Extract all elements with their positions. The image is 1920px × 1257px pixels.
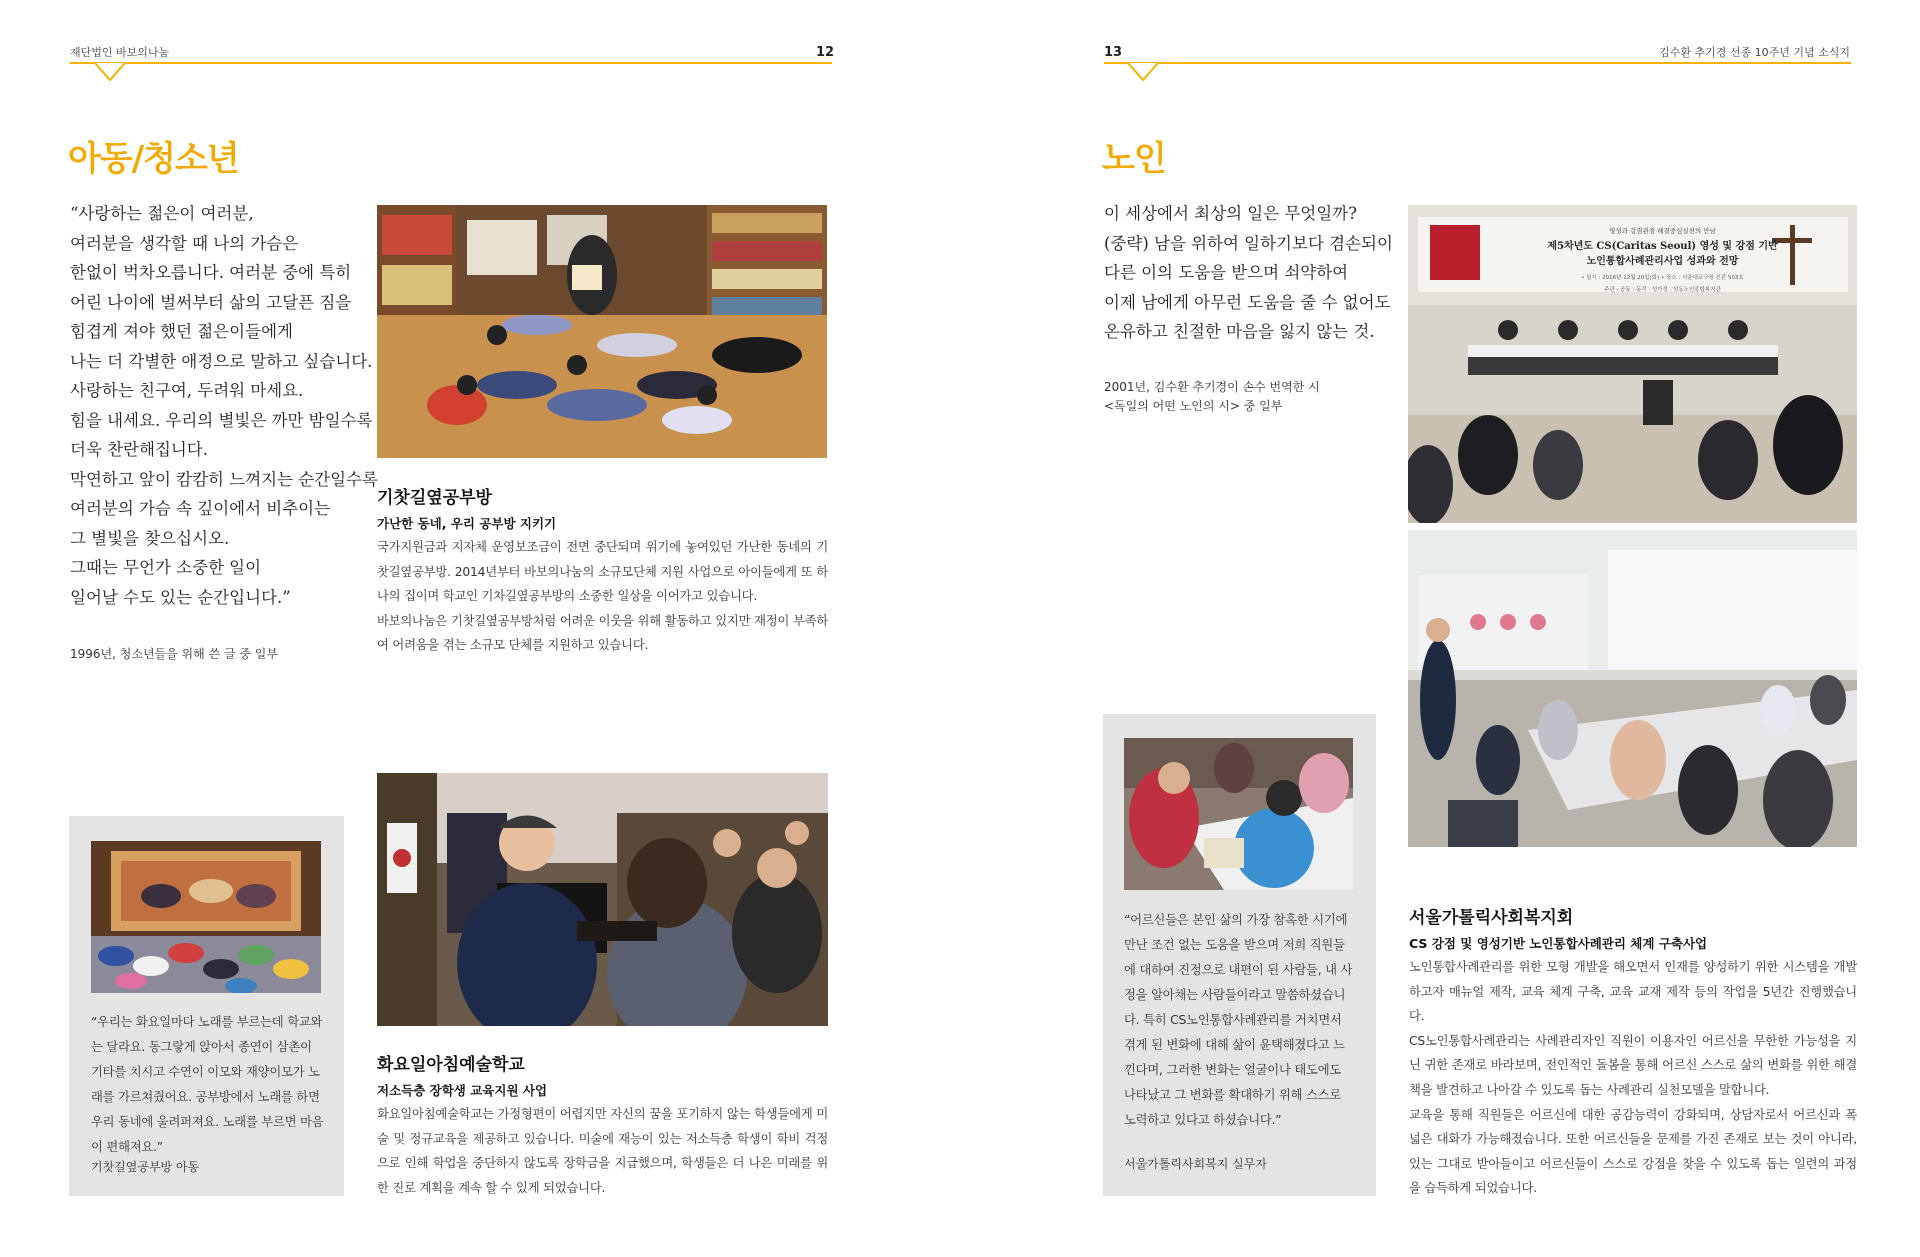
banner-line: 노인통합사례관리사업 성과와 전망: [1586, 256, 1739, 267]
body-paragraph: 노인통합사례관리를 위한 모형 개발을 해오면서 인재를 양성하기 위한 시스템을 개발하고자 매뉴얼 제작, 교육 체계 구축, 교육 교재 제작 등의 작업을 5년간 진행했습니다.: [1409, 960, 1857, 1024]
left-header-notch: [95, 63, 125, 81]
poem-line: 여러분의 가슴 속 깊이에서 비추이는: [70, 499, 331, 518]
poem-source-line: 2001년, 김수환 추기경이 손수 번역한 시: [1104, 380, 1320, 394]
org-body-seoul-catholic: [1409, 955, 1857, 1201]
training-session-photo: [1408, 530, 1857, 847]
poem-line: (중략) 남을 위하여 일하기보다 겸손되이: [1104, 233, 1393, 253]
study-room-photo: [377, 205, 827, 458]
elderly-poem: [1104, 199, 1394, 347]
banner-line: 주관 · 공동 : 동작 · 성가정 · 성동노인종합복지관: [1604, 287, 1721, 293]
poem-line: 온유하고 친절한 마음을 잃지 않는 것.: [1104, 322, 1375, 341]
right-running-header: 김수환 추기경 선종 10주년 기념 소식지: [1659, 46, 1850, 59]
org-body-tuesday-school: [377, 1102, 828, 1200]
right-page-number: 13: [1104, 45, 1123, 60]
poem-line: 이제 남에게 아무런 도움을 줄 수 없어도: [1104, 292, 1391, 312]
poem-line: 힘겹게 져야 했던 젊은이들에게: [70, 322, 293, 341]
youth-quote-text: “우리는 화요일마다 노래를 부르는데 학교와는 달라요. 동그랗게 앉아서 종연이 삼촌이 기타를 치시고 수연이 이모와 재양이모가 노래를 가르쳐줬어요. 공부방에서 노래를 하면 우리 동네에 울려퍼져요. 노래를 부르면 마음이 편해져요.”: [91, 1015, 324, 1154]
left-header-rule: [70, 62, 832, 64]
poem-line: 여러분을 생각할 때 나의 가슴은: [70, 233, 299, 253]
youth-poem-source: 1996년, 청소년들을 위해 쓴 글 중 일부: [70, 647, 278, 661]
body-paragraph: 교육을 통해 직원들은 어르신에 대한 공감능력이 강화되며, 상담자로서 어르신과 폭 넓은 대화가 가능해졌습니다. 또한 어르신들을 문제를 가진 존재로 보는 것이 아니라, 있는 그대로 받아들이고 어르신들이 스스로 강점을 찾을 수 있도록 돕는 일련의 과정을 습득하게 되었습니다.: [1409, 1107, 1857, 1196]
body-paragraph: CS노인통합사례관리는 사례관리자인 직원이 이용자인 어르신을 무한한 가능성을 지닌 귀한 존재로 바라보며, 전인적인 돌봄을 통해 어르신 스스로 삶의 변화를 위한 해결책을 발견하고 나아갈 수 있도록 돕는 사례관리 실천모델을 말합니다.: [1409, 1033, 1857, 1097]
poem-line: 막연하고 앞이 캄캄히 느껴지는 순간일수록: [70, 469, 378, 489]
poem-line: 그때는 무언가 소중한 일이: [70, 558, 262, 577]
poem-line: 더욱 찬란해집니다.: [70, 440, 209, 459]
poem-line: 어린 나이에 벌써부터 삶의 고달픈 짐을: [70, 292, 352, 312]
banner-line: 제5차년도 CS(Caritas Seoul) 영성 및 강점 기반: [1547, 241, 1778, 252]
right-header-notch: [1128, 63, 1158, 81]
org-subtitle-seoul-catholic: CS 강점 및 영성기반 노인통합사례관리 체계 구축사업: [1409, 936, 1708, 951]
section-title-youth: 아동/청소년: [68, 139, 239, 179]
poem-line: 사랑하는 친구여, 두려워 마세요.: [70, 381, 304, 400]
banner-line: 영성과 강점관점 해결중심실천의 만남: [1609, 227, 1716, 235]
banner-line: • 일시 : 2016년 12월 20일(화) • 장소 : 서울대교구청 신관 503호: [1581, 275, 1744, 281]
org-title-tuesday-school: 화요일아침예술학교: [377, 1055, 525, 1075]
conference-banner: [1490, 226, 1835, 293]
poem-line: 일어날 수도 있는 순간입니다.”: [70, 587, 291, 607]
section-title-elderly: 노인: [1102, 139, 1166, 179]
poem-line: 한없이 벅차오릅니다. 여러분 중에 특히: [70, 263, 352, 282]
poem-line: 그 별빛을 찾으십시오.: [70, 528, 230, 548]
right-header-rule: [1104, 62, 1851, 64]
elderly-quote-text: “어르신들은 본인 삶의 가장 참혹한 시기에 만난 조건 없는 도움을 받으며 저희 직원들에 대하여 진정으로 내편이 된 사람들, 내 사정을 알아채는 사람들이라고 말씀하셨습니다. 특히 CS노인통합사례관리를 거치면서 겪게 된 변화에 대해 삶이 윤택해졌다고 느낀다며, 그러한 변화는 얼굴이나 태도에도 나타났고 그 변화를 확대하기 위해 스스로 노력하고 있다고 하셨습니다.”: [1124, 913, 1353, 1127]
shoes-photo: [91, 841, 321, 993]
elderly-poem-source: [1104, 378, 1320, 416]
org-subtitle-tuesday-school: 저소득층 장학생 교육지원 사업: [377, 1083, 548, 1098]
consultation-photo: [1124, 738, 1353, 890]
poem-line: 이 세상에서 최상의 일은 무엇일까?: [1104, 204, 1357, 223]
elderly-quote-source: 서울가톨릭사회복지 실무자: [1124, 1157, 1267, 1171]
body-paragraph: 국가지원금과 지자체 운영보조금이 전면 중단되며 위기에 놓여있던 가난한 동네의 기찻길옆공부방. 2014년부터 바보의나눔의 소규모단체 지원 사업으로 아이들에게 또 하나의 집이며 학교인 기차길옆공부방의 소중한 일상을 이어가고 있습니다.: [377, 540, 828, 604]
poem-line: 나는 더 각별한 애정으로 말하고 싶습니다.: [70, 351, 373, 371]
poem-line: “사랑하는 젊은이 여러분,: [70, 204, 254, 223]
org-title-gichatgil: 기찻길옆공부방: [377, 488, 492, 508]
youth-poem: [70, 199, 378, 612]
body-paragraph: 화요일아침예술학교는 가정형편이 어렵지만 자신의 꿈을 포기하지 않는 학생들에게 미술 및 정규교육을 제공하고 있습니다. 미술에 재능이 있는 저소득층 학생이 학비 걱정으로 인해 학업을 중단하지 않도록 장학금을 지급했으며, 학생들은 더 나은 미래를 위한 진로 계획을 계속 할 수 있게 되었습니다.: [377, 1107, 828, 1195]
org-subtitle-gichatgil: 가난한 동네, 우리 공부방 지키기: [377, 516, 557, 531]
poem-source-line: <독일의 어떤 노인의 시> 중 일부: [1104, 399, 1283, 413]
left-running-header: 재단법인 바보의나눔: [70, 46, 170, 59]
poem-line: 힘을 내세요. 우리의 별빛은 까만 밤일수록: [70, 410, 373, 430]
poem-line: 다른 이의 도움을 받으며 쇠약하여: [1104, 263, 1349, 282]
org-title-seoul-catholic: 서울가톨릭사회복지회: [1409, 908, 1574, 928]
body-paragraph: 바보의나눔은 기찻길옆공부방처럼 어려운 이웃을 위해 활동하고 있지만 재정이 부족하여 어려움을 겪는 소규모 단체를 지원하고 있습니다.: [377, 613, 828, 653]
left-page-number: 12: [816, 45, 835, 60]
youth-quote-source: 기찻길옆공부방 아동: [91, 1160, 200, 1174]
award-ceremony-photo: [377, 773, 828, 1026]
org-body-gichatgil: [377, 535, 828, 658]
